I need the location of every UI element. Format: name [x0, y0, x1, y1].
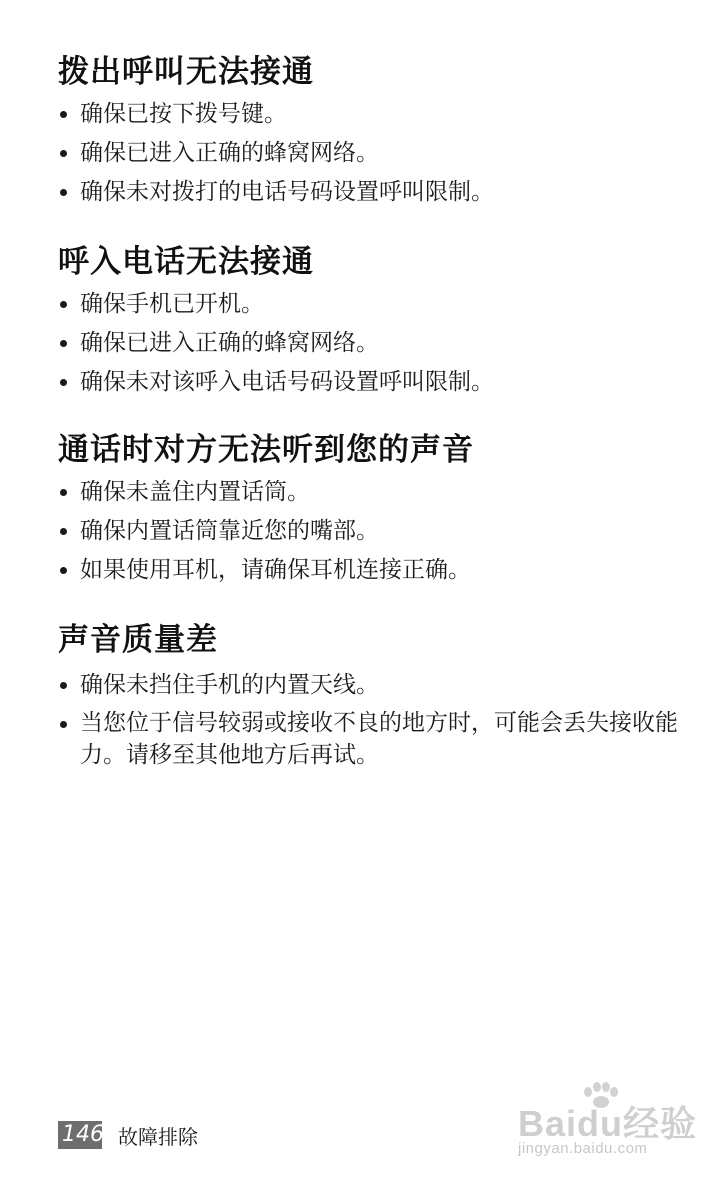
list-item-text: 确保未对该呼入电话号码设置呼叫限制。	[80, 369, 494, 395]
list-item	[58, 668, 688, 702]
bullet-icon	[60, 567, 67, 574]
section-heading: 通话时对方无法听到您的声音	[58, 432, 474, 468]
bullet-icon	[60, 721, 67, 728]
bullet-icon	[60, 682, 67, 689]
bullet-list	[58, 668, 688, 771]
section-incoming-call	[58, 242, 688, 399]
bullet-icon	[60, 340, 67, 347]
bullet-icon	[60, 489, 67, 496]
bullet-icon	[60, 111, 67, 118]
baidu-watermark	[518, 1082, 708, 1162]
list-item	[58, 287, 688, 321]
list-item-text: 确保已按下拨号键。	[80, 101, 287, 127]
bullet-icon	[60, 189, 67, 196]
section-voice-not-heard	[58, 430, 688, 587]
section-poor-sound-quality	[58, 620, 688, 771]
bullet-icon	[60, 528, 67, 535]
list-item-text: 如果使用耳机，请确保耳机连接正确。	[80, 557, 471, 583]
bullet-list	[58, 287, 688, 399]
section-heading: 呼入电话无法接通	[58, 244, 314, 280]
chapter-label: 故障排除	[118, 1124, 198, 1149]
list-item	[58, 326, 688, 360]
bullet-icon	[60, 150, 67, 157]
list-item-text: 确保手机已开机。	[80, 291, 264, 317]
list-item-text: 确保已进入正确的蜂窝网络。	[80, 140, 379, 166]
list-item	[58, 707, 688, 771]
list-item-text: 确保内置话筒靠近您的嘴部。	[80, 518, 379, 544]
list-item	[58, 97, 688, 131]
list-item	[58, 136, 688, 170]
bullet-list	[58, 475, 688, 587]
bullet-icon	[60, 379, 67, 386]
list-item-text: 当您位于信号较弱或接收不良的地方时，可能会丢失接收能力。请移至其他地方后再试。	[80, 710, 678, 768]
list-item	[58, 365, 688, 399]
bullet-icon	[60, 301, 67, 308]
list-item-text: 确保未对拨打的电话号码设置呼叫限制。	[80, 179, 494, 205]
section-outgoing-call	[58, 52, 688, 209]
list-item-text: 确保未盖住内置话筒。	[80, 479, 310, 505]
list-item-text: 确保未挡住手机的内置天线。	[80, 672, 379, 698]
watermark-url: jingyan.baidu.com	[518, 1140, 648, 1157]
watermark-brand: Baidu经验	[518, 1103, 698, 1144]
bullet-list	[58, 97, 688, 209]
list-item-text: 确保已进入正确的蜂窝网络。	[80, 330, 379, 356]
list-item	[58, 553, 688, 587]
page-number: 146	[58, 1121, 102, 1149]
section-heading: 声音质量差	[58, 622, 218, 658]
list-item	[58, 475, 688, 509]
list-item	[58, 514, 688, 548]
section-heading: 拨出呼叫无法接通	[58, 54, 314, 90]
page-footer	[58, 1121, 198, 1149]
list-item	[58, 175, 688, 209]
